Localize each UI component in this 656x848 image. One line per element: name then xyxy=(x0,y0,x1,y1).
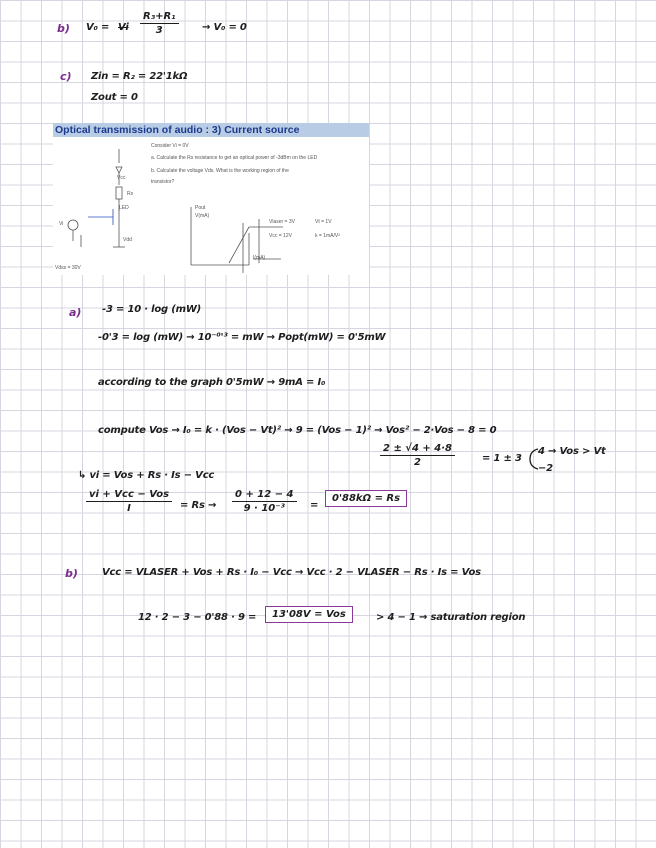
eq-c-line2: Zout = 0 xyxy=(91,92,138,103)
eq-a-line5: ↳ vi = Vos + Rs · Is − Vcc xyxy=(78,470,215,481)
slide-text-line: Consider Vi = 0V xyxy=(151,143,189,149)
eq-b-fraction xyxy=(140,11,179,36)
eq-c-line1: Zin = R₂ = 22'1kΩ xyxy=(91,71,188,82)
eq-b-right: → V₀ = 0 xyxy=(202,22,247,33)
label-a-part2: a) xyxy=(69,306,82,319)
eq-b2-line2-right: > 4 − 1 → saturation region xyxy=(376,612,526,623)
eq-b-vi: Vi xyxy=(118,22,129,33)
rs-fraction-2 xyxy=(232,489,297,514)
rs-frac2-eq: = xyxy=(310,500,319,511)
slide-text-line: b. Calculate the voltage Vds. What is the working region of the xyxy=(151,168,289,174)
boxed-result-vos: 13'08V = Vos xyxy=(265,606,353,623)
label-c-part1: c) xyxy=(60,70,72,83)
label-b-part2: b) xyxy=(65,567,78,580)
eq-b-left: V₀ = xyxy=(86,22,110,33)
slide-label: Vlaser = 3V xyxy=(269,219,295,225)
slide-circuit-diagram xyxy=(53,123,369,275)
slide-text-line: a. Calculate the Rs resistance to get an optical power of -3dBm on the LED xyxy=(151,155,318,161)
slide-label: Vcc xyxy=(117,175,126,181)
slide-label: Vi xyxy=(59,221,64,227)
slide-label: Vcc = 12V xyxy=(269,233,292,239)
slide-label: k = 1mA/V² xyxy=(315,233,340,239)
eq-a-line2: -0'3 = log (mW) → 10⁻⁰'³ = mW → Popt(mW) = 0'5mW xyxy=(98,332,386,343)
slide-text-line: transistor? xyxy=(151,179,175,185)
eq-a-line4: compute Vos → I₀ = k · (Vos − Vt)² → 9 = (Vos − 1)² → Vos² − 2·Vos − 8 = 0 xyxy=(98,425,497,436)
slide-label: I(mA) xyxy=(253,255,266,261)
boxed-result-rs: 0'88kΩ = Rs xyxy=(325,490,407,507)
slide-label: Vdd xyxy=(123,237,132,243)
root-branch-negative: −2 xyxy=(538,463,553,474)
slide-image xyxy=(53,123,369,275)
rs-frac1-mid: = Rs → xyxy=(180,500,217,511)
root-frac-den: 2 xyxy=(414,457,421,468)
eq-a-line3: according to the graph 0'5mW → 9mA = I₀ xyxy=(98,377,326,388)
root-frac-num: 2 ± √4 + 4·8 xyxy=(380,443,455,456)
rs-frac1-num: vi + Vcc − Vos xyxy=(86,489,172,502)
label-b-part1: b) xyxy=(57,22,70,35)
slide-label: LED xyxy=(119,205,129,211)
slide-label: V(mA) xyxy=(195,213,210,219)
rs-frac1-den: I xyxy=(127,503,131,514)
root-result: = 1 ± 3 xyxy=(482,453,522,464)
rs-frac2-den: 9 · 10⁻³ xyxy=(243,503,285,514)
slide-label: Vt = 1V xyxy=(315,219,332,225)
rs-fraction-1 xyxy=(86,489,172,514)
eq-a-line1: -3 = 10 · log (mW) xyxy=(102,304,202,315)
eq-b-frac-num: R₃+R₁ xyxy=(140,11,179,24)
root-branch-positive: 4 → Vos > Vt xyxy=(538,446,606,457)
slide-label: Vdss = 30V xyxy=(55,265,81,271)
rs-frac2-num: 0 + 12 − 4 xyxy=(232,489,297,502)
slide-label: Rs xyxy=(127,191,134,197)
eq-b2-line1: Vcc = VLASER + Vos + Rs · I₀ − Vcc → Vcc · 2 − VLASER − Rs · Is = Vos xyxy=(102,567,481,578)
root-fraction xyxy=(380,443,455,468)
eq-b2-line2-left: 12 · 2 − 3 − 0'88 · 9 = xyxy=(138,612,257,623)
eq-b-frac-den: 3 xyxy=(155,25,163,36)
slide-label: Pout xyxy=(195,205,206,211)
slide-title: Optical transmission of audio : 3) Current source xyxy=(53,123,369,137)
